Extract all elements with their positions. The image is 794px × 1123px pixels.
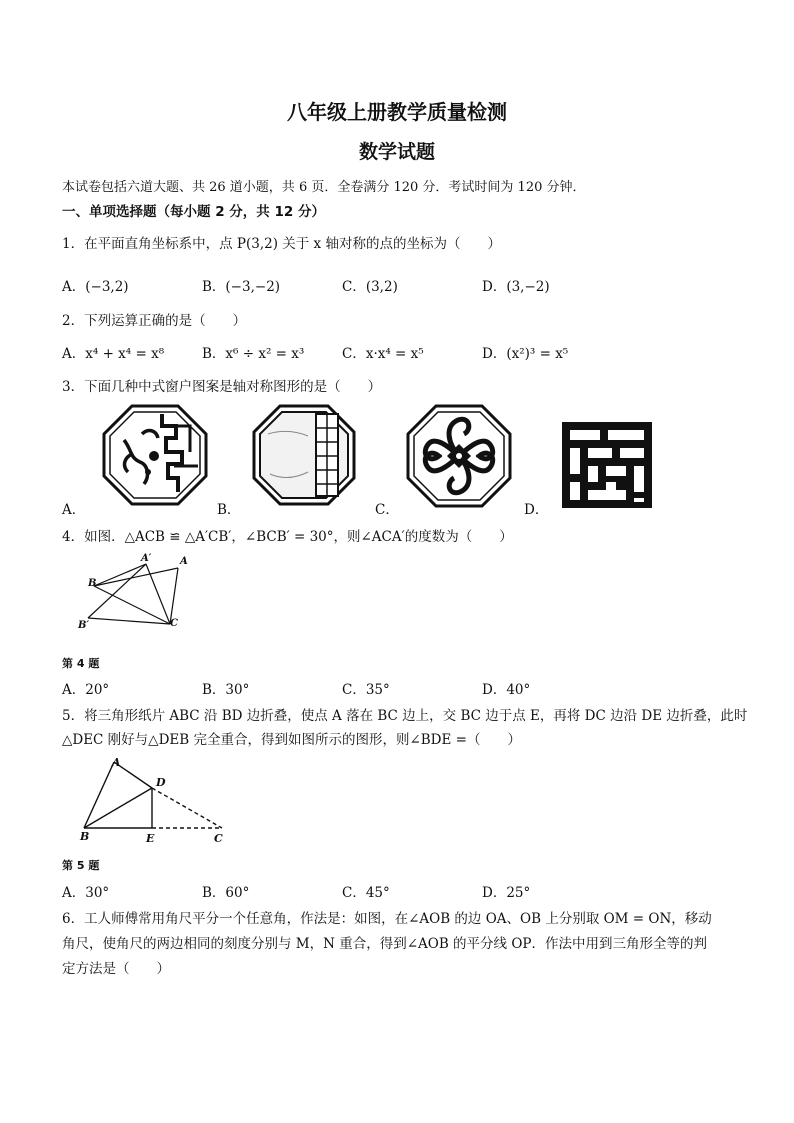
q4-label-b-prime: B′ (78, 620, 90, 631)
q4-option-d[interactable]: D．40° (482, 682, 531, 698)
q2-option-b[interactable]: B．x⁶ ÷ x² = x³ (202, 346, 305, 362)
q4-label-c: C (170, 618, 178, 629)
question-4-stem: 4．如图．△ACB ≌ △A′CB′，∠BCB′ = 30°，则∠ACA′的度数为（ ） (62, 529, 513, 545)
question-6-stem-line-2: 角尺，使角尺的两边相同的刻度分别与 M，N 重合，得到∠AOB 的平分线 OP．作法中用到三角形全等的判 (62, 936, 707, 952)
q1-option-c[interactable]: C．(3,2) (342, 279, 398, 295)
question-6-stem-line-3: 定方法是（ ） (62, 961, 170, 977)
question-5-stem-line-2: △DEC 刚好与△DEB 完全重合，得到如图所示的图形，则∠BDE =（ ） (62, 732, 521, 748)
q4-label-b: B (88, 578, 97, 589)
q4-option-a[interactable]: A．20° (62, 682, 110, 698)
question-1-stem: 1．在平面直角坐标系中，点 P(3,2) 关于 x 轴对称的点的坐标为（ ） (62, 236, 501, 252)
q5-option-a[interactable]: A．30° (62, 885, 110, 901)
question-6-stem-line-1: 6．工人师傅常用角尺平分一个任意角，作法是：如图，在∠AOB 的边 OA、OB 上分别取 OM = ON，移动 (62, 911, 712, 927)
question-3-stem: 3．下面几种中式窗户图案是轴对称图形的是（ ） (62, 379, 382, 395)
q3-option-c[interactable]: C． (375, 502, 399, 518)
window-pattern-b-icon (252, 404, 356, 506)
page-title: 八年级上册教学质量检测 (287, 100, 507, 124)
q5-label-e: E (146, 832, 155, 845)
section-heading: 一、单项选择题（每小题 2 分，共 12 分） (62, 204, 325, 220)
q5-label-b: B (80, 830, 90, 843)
question-5-stem-line-1: 5．将三角形纸片 ABC 沿 BD 边折叠，使点 A 落在 BC 边上，交 BC 边于点 E，再将 DC 边沿 DE 边折叠，此时 (62, 708, 748, 724)
q5-diagram (76, 756, 232, 836)
q5-label-a: A (112, 756, 121, 769)
intro-text: 本试卷包括六道大题、共 26 道小题，共 6 页．全卷满分 120 分．考试时间为 120 分钟． (62, 180, 586, 195)
q4-option-b[interactable]: B．30° (202, 682, 250, 698)
window-pattern-a-icon (102, 404, 208, 506)
q2-option-a[interactable]: A．x⁴ + x⁴ = x⁸ (62, 346, 165, 362)
q5-option-b[interactable]: B．60° (202, 885, 250, 901)
q4-figure-caption: 第 4 题 (62, 657, 100, 670)
q1-option-b[interactable]: B．(−3,−2) (202, 279, 281, 295)
q5-option-d[interactable]: D．25° (482, 885, 531, 901)
window-pattern-c-icon (406, 404, 512, 508)
window-pattern-d-icon (560, 420, 654, 510)
q4-option-c[interactable]: C．35° (342, 682, 390, 698)
q2-option-d[interactable]: D．(x²)³ = x⁵ (482, 346, 569, 362)
q5-option-c[interactable]: C．45° (342, 885, 390, 901)
q3-option-b[interactable]: B． (217, 502, 241, 518)
q5-label-c: C (214, 832, 223, 845)
q2-option-c[interactable]: C．x·x⁴ = x⁵ (342, 346, 424, 362)
q5-label-d: D (156, 776, 166, 789)
q3-option-a[interactable]: A． (62, 502, 86, 518)
q3-option-d[interactable]: D． (524, 502, 549, 518)
q1-option-a[interactable]: A．(−3,2) (62, 279, 129, 295)
page-subtitle: 数学试题 (358, 141, 435, 163)
q4-label-a: A (180, 556, 188, 567)
q1-option-d[interactable]: D．(3,−2) (482, 279, 550, 295)
q5-figure-caption: 第 5 题 (62, 859, 100, 872)
question-2-stem: 2．下列运算正确的是（ ） (62, 313, 247, 329)
q4-label-a-prime: A′ (141, 553, 152, 564)
